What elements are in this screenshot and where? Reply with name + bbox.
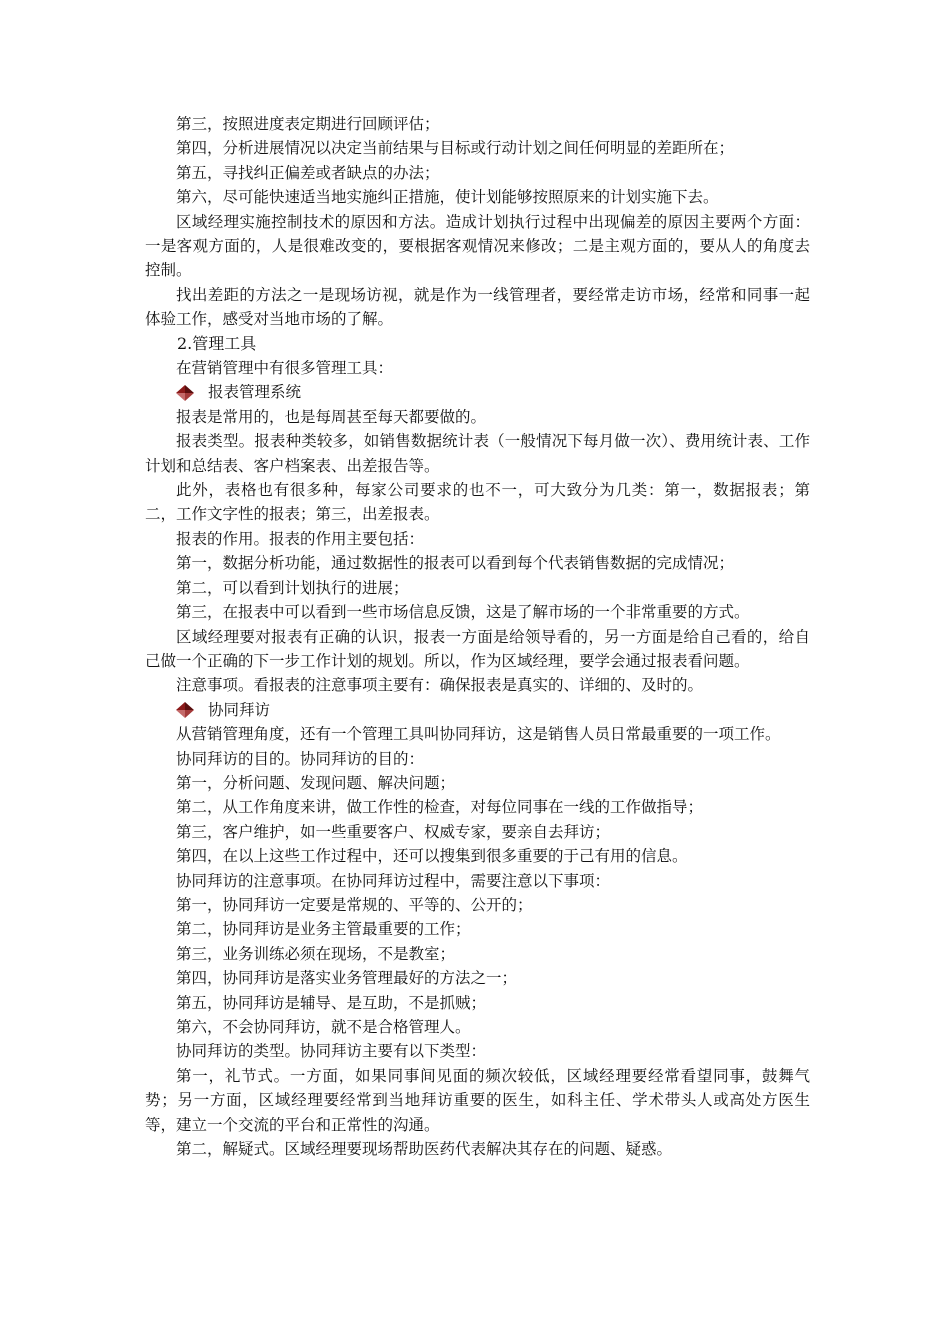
paragraph: 第三，业务训练必须在现场，不是教室； [176,944,456,963]
bullet-label: 协同拜访 [208,700,271,719]
paragraph: 此外，表格也有很多种，每家公司要求的也不一，可大致分为几类：第一，数据报表；第二，工作文字性的报表；第三，出差报表。 [145,481,810,524]
paragraph: 协同拜访的目的。协同拜访的目的： [176,749,425,768]
paragraph: 报表类型。报表种类较多，如销售数据统计表（一般情况下每月做一次）、费用统计表、工作计划和总结表、客户档案表、出差报告等。 [145,432,810,475]
paragraph: 第六，尽可能快速适当地实施纠正措施，使计划能够按照原来的计划实施下去。 [176,188,719,207]
paragraph: 第一，分析问题、发现问题、解决问题； [176,773,456,792]
paragraph: 第五，寻找纠正偏差或者缺点的办法； [176,163,440,182]
paragraph: 第一，协同拜访一定要是常规的、平等的、公开的； [176,895,533,914]
paragraph: 第三，客户维护，如一些重要客户、权威专家，要亲自去拜访； [176,822,611,841]
paragraph: 第六，不会协同拜访，就不是合格管理人。 [176,1018,471,1036]
paragraph: 协同拜访的注意事项。在协同拜访过程中，需要注意以下事项： [176,871,611,890]
paragraph: 注意事项。看报表的注意事项主要有：确保报表是真实的、详细的、及时的。 [176,676,704,695]
paragraph: 协同拜访的类型。协同拜访主要有以下类型： [176,1042,487,1061]
paragraph: 第二，从工作角度来讲，做工作性的检查，对每位同事在一线的工作做指导； [176,798,704,817]
paragraph: 找出差距的方法之一是现场访视，就是作为一线管理者，要经常走访市场，经常和同事一起体验工作，感受对当地市场的了解。 [145,285,810,329]
paragraph: 从营销管理角度，还有一个管理工具叫协同拜访，这是销售人员日常最重要的一项工作。 [176,725,781,744]
paragraph: 第二，可以看到计划执行的进展； [176,578,409,597]
paragraph: 第五，协同拜访是辅导、是互助，不是抓贼； [176,993,487,1012]
paragraph: 区域经理要对报表有正确的认识，报表一方面是给领导看的，另一方面是给自己看的，给自己做一个正确的下一步工作计划的规划。所以，作为区域经理，要学会通过报表看问题。 [145,627,810,670]
paragraph: 报表的作用。报表的作用主要包括： [176,529,425,548]
bullet-item-report-system [145,380,810,404]
paragraph: 第四，协同拜访是落实业务管理最好的方法之一； [176,969,518,988]
diamond-bullet-icon [176,385,194,401]
paragraph: 第三，在报表中可以看到一些市场信息反馈，这是了解市场的一个非常重要的方式。 [176,603,750,622]
diamond-bullet-icon [176,702,194,718]
paragraph: 区域经理实施控制技术的原因和方法。造成计划执行过程中出现偏差的原因主要两个方面：一是客观方面的，人是很难改变的，要根据客观情况来修改；二是主观方面的，要从人的角度去控制。 [145,212,810,280]
paragraph: 第三，按照进度表定期进行回顾评估； [176,115,440,133]
paragraph: 在营销管理中有很多管理工具： [176,359,394,378]
bullet-item-joint-visit [145,698,810,722]
paragraph: 第一，礼节式。一方面，如果同事间见面的频次较低，区域经理要经常看望同事，鼓舞气势；另一方面，区域经理要经常到当地拜访重要的医生，如科主任、学术带头人或高处方医生等，建立一个交流的平台和正常性的沟通。 [145,1066,810,1134]
paragraph: 第一，数据分析功能，通过数据性的报表可以看到每个代表销售数据的完成情况； [176,554,735,573]
bullet-label: 报表管理系统 [208,383,302,402]
section-heading: 2.管理工具 [177,333,257,353]
paragraph: 第二，解疑式。区域经理要现场帮助医药代表解决其存在的问题、疑惑。 [176,1140,673,1159]
document-body [145,112,810,1161]
paragraph: 第四，在以上这些工作过程中，还可以搜集到很多重要的于己有用的信息。 [176,847,688,866]
paragraph: 第二，协同拜访是业务主管最重要的工作； [176,920,471,939]
paragraph: 报表是常用的，也是每周甚至每天都要做的。 [176,407,487,426]
paragraph: 第四，分析进展情况以决定当前结果与目标或行动计划之间任何明显的差距所在； [176,139,735,158]
